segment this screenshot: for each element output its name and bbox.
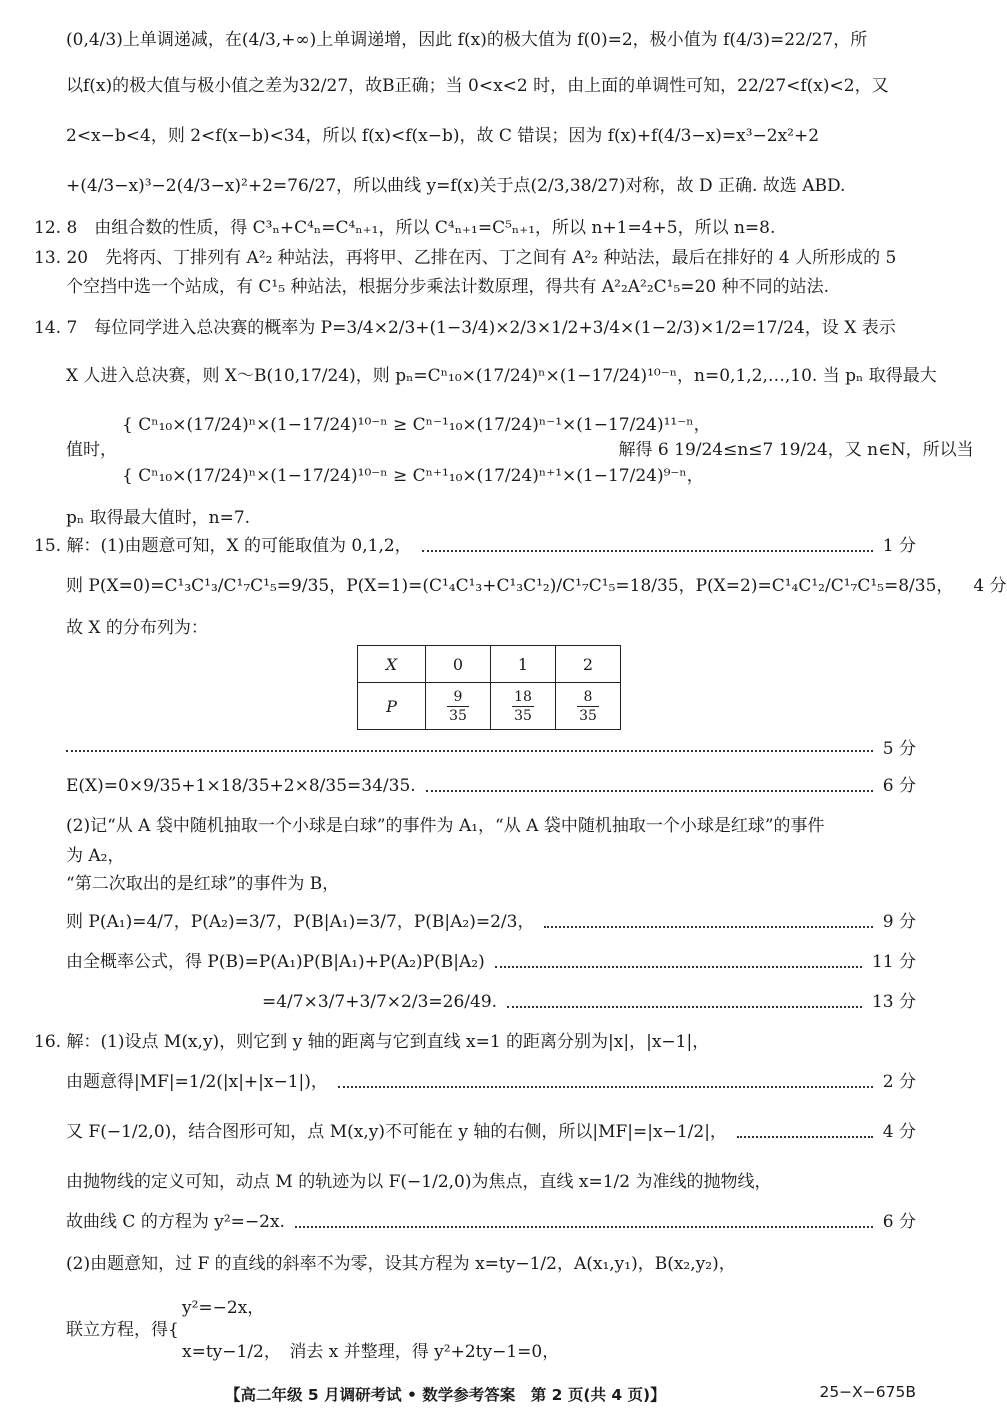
q15-line [66,942,916,982]
text-line: 14. 7 每位同学进入总决赛的概率为 P=3/4×2/3+(1−3/4)×2/3×1/2+3/4×(1−2/3)×1/2=17/24，设 X 表示 [34,318,896,338]
q15-line: (2)记“从 A 袋中随机抽取一个小球是白球”的事件为 A₁，“从 A 袋中随机抽取一个小球是红球”的事件 [66,816,825,836]
q15-text: 则 P(X=0)=C¹₃C¹₃/C¹₇C¹₅=9/35，P(X=1)=(C¹₄C¹₃+C¹₃C¹₂)/C¹₇C¹₅=18/35，P(X=2)=C¹₄C¹₂/C¹₇C¹₅=8/35， [66,576,954,596]
table-cell: X [358,646,426,683]
text-line: 以f(x)的极大值与极小值之差为32/27，故B正确；当 0<x<2 时，由上面的单调性可知，22/27<f(x)<2，又 [66,76,889,96]
q16-line [66,1202,916,1242]
table-row [358,646,621,683]
denominator: 35 [579,707,597,724]
score-label: 1 分 [882,536,916,556]
q16-line: (2)由题意知，过 F 的直线的斜率不为零，设其方程为 x=ty−1/2，A(x₁,y₁)，B(x₂,y₂)， [66,1254,736,1274]
q16-text: 又 F(−1/2,0)，结合图形可知，点 M(x,y)不可能在 y 轴的右侧，所以|MF|=|x−1/2|， [66,1122,727,1142]
table-row [358,683,621,730]
q16-line: 由抛物线的定义可知，动点 M 的轨迹为以 F(−1/2,0)为焦点，直线 x=1/2 为准线的抛物线， [66,1172,772,1192]
footer-title: 【高二年级 5 月调研考试 • 数学参考答案 第 2 页(共 4 页)】 [225,1386,666,1404]
page-footer [0,1383,950,1407]
table-cell [426,683,491,730]
q15-line [66,902,916,942]
text-line: 13. 20 先将丙、丁排列有 A²₂ 种站法，再将甲、乙排在丙、丁之间有 A²₂ 种站法，最后在排好的 4 人所形成的 5 [34,248,897,268]
fraction [447,688,469,725]
text-line: +(4/3−x)³−2(4/3−x)²+2=76/27，所以曲线 y=f(x)关于点(2/3,38/27)对称，故 D 正确. 故选 ABD. [66,176,846,196]
score-label: 4 分 [882,1122,916,1142]
score-label: 6 分 [882,1212,916,1232]
text-line: 2<x−b<4，则 2<f(x−b)<34，所以 f(x)<f(x−b)，故 C 错误；因为 f(x)+f(4/3−x)=x³−2x²+2 [66,126,820,146]
q16-line [66,1112,916,1152]
q15-text: E(X)=0×9/35+1×18/35+2×8/35=34/35. [66,776,416,796]
fraction [577,688,599,725]
distribution-table [357,645,621,730]
denominator: 35 [449,707,467,724]
q15-line: 为 A₂， [66,846,125,866]
q16-line: 联立方程，得{ [66,1320,179,1340]
score-label: 4 分 [973,576,1007,596]
table-cell: P [358,683,426,730]
table-cell: 2 [556,646,621,683]
text-line: pₙ 取得最大值时，n=7. [66,508,251,528]
text-line: 个空挡中选一个站成，有 C¹₅ 种站法，根据分步乘法计数原理，得共有 A²₂A²₂C¹₅=20 种不同的站法. [66,277,829,297]
text-line: 12. 8 由组合数的性质，得 C³ₙ+C⁴ₙ=C⁴ₙ₊₁，所以 C⁴ₙ₊₁=C⁵ₙ₊₁，所以 n+1=4+5，所以 n=8. [34,218,776,238]
text-line: { Cⁿ₁₀×(17/24)ⁿ×(1−17/24)¹⁰⁻ⁿ ≥ Cⁿ⁻¹₁₀×(17/24)ⁿ⁻¹×(1−17/24)¹¹⁻ⁿ， [122,415,711,435]
text-line: { Cⁿ₁₀×(17/24)ⁿ×(1−17/24)¹⁰⁻ⁿ ≥ Cⁿ⁺¹₁₀×(17/24)ⁿ⁺¹×(1−17/24)⁹⁻ⁿ， [122,466,704,486]
score-label: 6 分 [882,776,916,796]
table-cell [556,683,621,730]
q15-line [66,566,1007,606]
table-cell [491,683,556,730]
fraction [512,688,534,725]
numerator: 8 [577,688,599,707]
q16-line: 16. 解：(1)设点 M(x,y)，则它到 y 轴的距离与它到直线 x=1 的距离分别为|x|，|x−1|， [34,1032,710,1052]
q16-line: x=ty−1/2， 消去 x 并整理，得 y²+2ty−1=0， [182,1342,560,1362]
q16-line: y²=−2x， [182,1298,265,1318]
score-rule [66,726,916,766]
q15-line [66,766,916,806]
score-label: 13 分 [871,992,916,1012]
score-label: 5 分 [882,738,916,759]
numerator: 18 [514,688,532,705]
score-label: 9 分 [882,912,916,932]
text-line: X 人进入总决赛，则 X～B(10,17/24)，则 pₙ=Cⁿ₁₀×(17/24)ⁿ×(1−17/24)¹⁰⁻ⁿ，n=0,1,2,…,10. 当 pₙ 取得最大 [66,366,937,386]
table-cell: 1 [491,646,556,683]
footer-code: 25−X−675B [819,1383,916,1401]
text-line: 值时， 解得 6 19/24≤n≤7 19/24，又 n∈N，所以当 [66,440,974,460]
q15-text: 由全概率公式，得 P(B)=P(A₁)P(B|A₁)+P(A₂)P(B|A₂) [66,952,485,972]
q15-line: “第二次取出的是红球”的事件为 B， [66,874,340,894]
score-label: 11 分 [871,952,916,972]
q16-text: 故曲线 C 的方程为 y²=−2x. [66,1212,285,1232]
numerator: 9 [447,688,469,707]
q16-text: 由题意得|MF|=1/2(|x|+|x−1|)， [66,1072,328,1092]
q15-line [34,526,916,566]
q16-line [66,1062,916,1102]
q15-line: 故 X 的分布列为： [66,618,208,638]
text-line: (0,4/3)上单调递减，在(4/3,+∞)上单调递增，因此 f(x)的极大值为 f(0)=2，极小值为 f(4/3)=22/27，所 [66,30,868,50]
q15-line [262,982,916,1022]
denominator: 35 [514,707,532,724]
table-cell: 0 [426,646,491,683]
q15-text: 15. 解：(1)由题意可知，X 的可能取值为 0,1,2， [34,536,412,556]
score-label: 2 分 [882,1072,916,1092]
q15-text: 则 P(A₁)=4/7，P(A₂)=3/7，P(B|A₁)=3/7，P(B|A₂)=2/3， [66,912,535,932]
q15-text: =4/7×3/7+3/7×2/3=26/49. [262,992,498,1012]
